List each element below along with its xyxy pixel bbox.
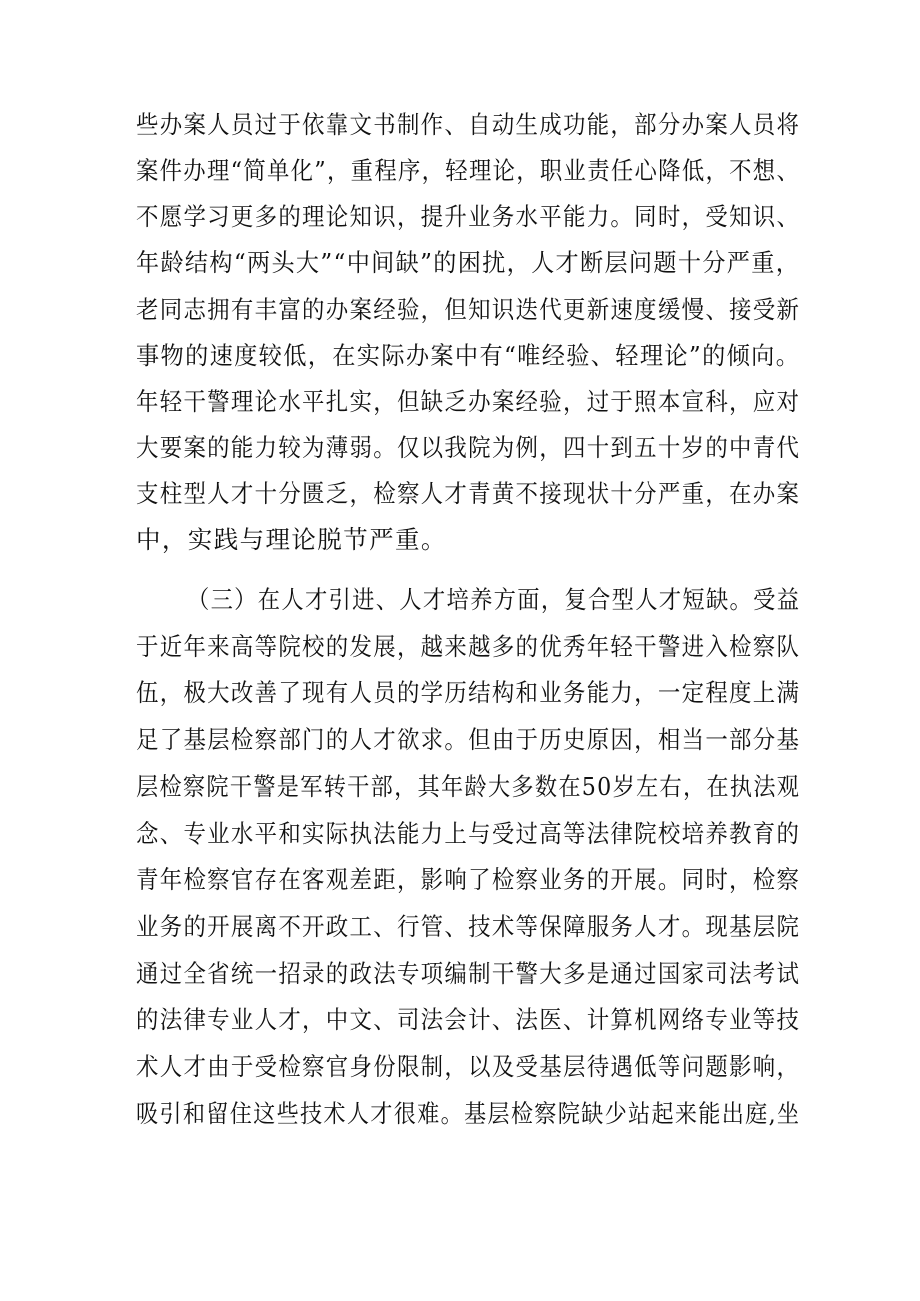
text-line: 案件办理“简单化”，重程序，轻理论，职业责任心降低，不想、: [136, 156, 801, 185]
text-line: 中，实践与理论脱节严重。: [136, 525, 447, 554]
text-line: 业务的开展离不开政工、行管、技术等保障服务人才。现基层院: [136, 912, 801, 941]
text-line: 年轻干警理论水平扎实，但缺乏办案经验，过于照本宣科，应对: [136, 387, 801, 416]
text-line: 的法律专业人才，中文、司法会计、法医、计算机网络专业等技: [136, 1005, 801, 1034]
text-line: 不愿学习更多的理论知识，提升业务水平能力。同时，受知识、: [136, 202, 801, 231]
text-line: 老同志拥有丰富的办案经验，但知识迭代更新速度缓慢、接受新: [136, 295, 801, 324]
text-line: 年龄结构“两头大”“中间缺”的困扰，人才断层问题十分严重，: [136, 248, 801, 277]
text-line: 于近年来高等院校的发展，越来越多的优秀年轻干警进入检察队: [136, 632, 801, 661]
text-line: 通过全省统一招录的政法专项编制干警大多是通过国家司法考试: [136, 959, 801, 988]
text-line: 些办案人员过于依靠文书制作、自动生成功能，部分办案人员将: [136, 110, 801, 139]
text-line: 大要案的能力较为薄弱。仅以我院为例，四十到五十岁的中青代: [136, 433, 801, 462]
text-line: 青年检察官存在客观差距，影响了检察业务的开展。同时，检察: [136, 865, 801, 894]
text-line: 支柱型人才十分匮乏，检察人才青黄不接现状十分严重，在办案: [136, 479, 801, 508]
text-line: 伍，极大改善了现有人员的学历结构和业务能力，一定程度上满: [136, 678, 801, 707]
text-line: 事物的速度较低，在实际办案中有“唯经验、轻理论”的倾向。: [136, 341, 801, 370]
text-line: 层检察院干警是军转干部，其年龄大多数在50岁左右，在执法观: [136, 772, 801, 801]
text-line: 吸引和留住这些技术人才很难。基层检察院缺少站起来能出庭,坐: [136, 1099, 801, 1128]
paragraph-first-line: （三）在人才引进、人才培养方面，复合型人才短缺。受益: [187, 585, 801, 614]
text-line: 念、专业水平和实际执法能力上与受过高等法律院校培养教育的: [136, 819, 801, 848]
text-line: 术人才由于受检察官身份限制，以及受基层待遇低等问题影响，: [136, 1052, 801, 1081]
text-line: 足了基层检察部门的人才欲求。但由于历史原因，相当一部分基: [136, 725, 801, 754]
